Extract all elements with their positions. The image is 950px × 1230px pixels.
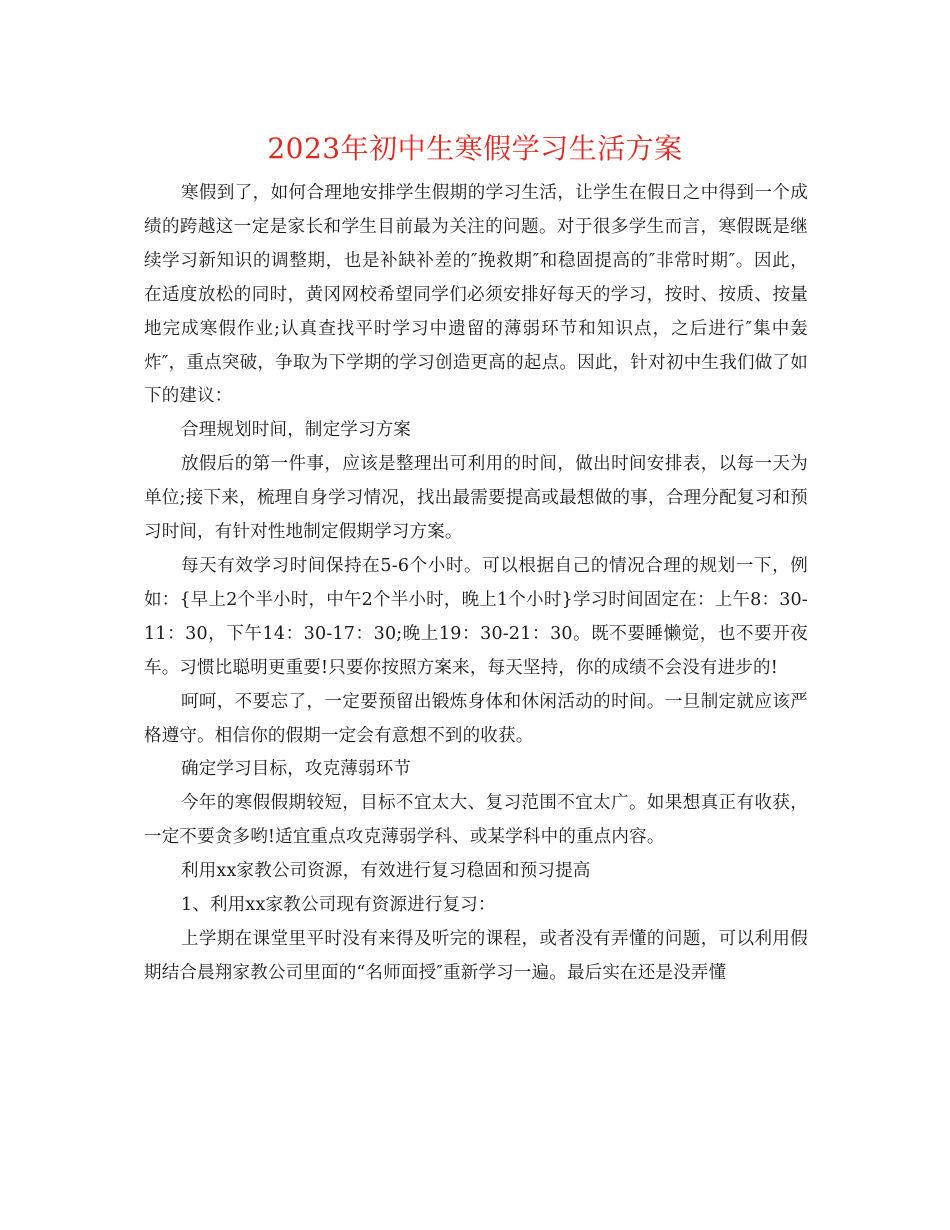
subsection-heading-review: 1、利用xx家教公司现有资源进行复习： (181, 895, 496, 916)
intro-paragraph: 寒假到了，如何合理地安排学生假期的学习生活，让学生在假日之中得到一个成绩的跨越这一定是家长和学生目前最为关注的问题。对于很多学生而言，寒假既是继续学习新知识的调整期，也是补缺补差的″挽救期″和稳固提高的″非常时期″。因此，在适度放松的同时，黄冈网校希望同学们必须安排好每天的学习，按时、按质、按量地完成寒假作业;认真查找平时学习中遗留的薄弱环节和知识点，之后进行″集中轰炸″，重点突破，争取为下学期的学习创造更高的起点。因此，针对初中生我们做了如下的建议： (144, 183, 808, 407)
document-body (144, 177, 808, 991)
paragraph-review: 上学期在课堂里平时没有来得及听完的课程，或者没有弄懂的问题，可以利用假期结合晨翔家教公司里面的“名师面授″重新学习一遍。最后实在还是没弄懂 (144, 928, 808, 983)
paragraph-exercise: 呵呵，不要忘了，一定要预留出锻炼身体和休闲活动的时间。一旦制定就应该严格遵守。相信你的假期一定会有意想不到的收获。 (144, 691, 808, 746)
section-heading-resources: 利用xx家教公司资源，有效进行复习稳固和预习提高 (181, 861, 591, 882)
section-heading-goals: 确定学习目标，攻克薄弱环节 (181, 759, 412, 780)
paragraph-goals: 今年的寒假假期较短，目标不宜太大、复习范围不宜太广。如果想真正有收获，一定不要贪多哟!适宜重点攻克薄弱学科、或某学科中的重点内容。 (144, 793, 808, 848)
paragraph-study-hours: 每天有效学习时间保持在5-6个小时。可以根据自己的情况合理的规划一下，例如：{早上2个半小时，中午2个半小时，晚上1个小时}学习时间固定在：上午8：30-11：30，下午14：30-17：30;晚上19：30-21：30。既不要睡懒觉，也不要开夜车。习惯比聪明更重要!只要你按照方案来，每天坚持，你的成绩不会没有进步的! (144, 555, 808, 678)
section-heading-time-planning: 合理规划时间，制定学习方案 (181, 420, 412, 441)
document-title: 2023年初中生寒假学习生活方案 (267, 132, 683, 165)
paragraph-schedule: 放假后的第一件事，应该是整理出可利用的时间，做出时间安排表，以每一天为单位;接下来，梳理自身学习情况，找出最需要提高或最想做的事，合理分配复习和预习时间，有针对性地制定假期学习方案。 (144, 454, 808, 543)
